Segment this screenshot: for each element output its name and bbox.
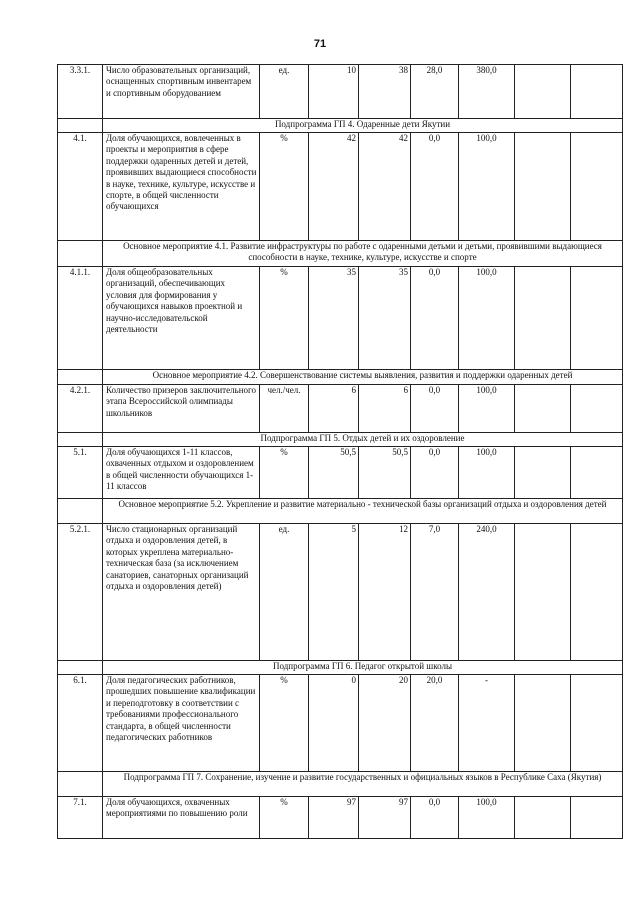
percent-cell: 240,0 (459, 524, 515, 661)
section-header-row (58, 499, 623, 524)
table-body (58, 65, 623, 839)
unit-cell: % (260, 675, 309, 772)
percent-cell: 100,0 (459, 133, 515, 241)
section-header-row (58, 772, 623, 797)
section-title: Основное мероприятие 5.2. Укрепление и развитие материально - технической базы организаций отдыха и оздоровления детей (103, 499, 623, 524)
code-cell (58, 241, 103, 267)
target-value-cell: 50,5 (359, 447, 411, 499)
indicator-name-cell: Доля обучающихся, охваченных мероприятиями по повышению роли (103, 797, 260, 839)
base-value-cell: 5 (309, 524, 359, 661)
extra-cell-b (571, 65, 623, 119)
indicators-table (57, 64, 623, 839)
deviation-cell: 28,0 (411, 65, 459, 119)
page-number: 71 (313, 38, 327, 50)
target-value-cell: 35 (359, 267, 411, 370)
unit-cell: % (260, 267, 309, 370)
indicator-name-cell: Доля педагогических работников, прошедших повышение квалификации и переподготовку в соответствии с требованиями профессионального стандарта, в общей численности педагогических работников (103, 675, 260, 772)
code-cell: 7.1. (58, 797, 103, 839)
percent-cell: 100,0 (459, 797, 515, 839)
code-cell (58, 119, 103, 133)
deviation-cell: 0,0 (411, 385, 459, 433)
extra-cell-b (571, 675, 623, 772)
code-cell (58, 772, 103, 797)
code-cell: 4.1.1. (58, 267, 103, 370)
indicator-name-cell: Доля общеобразовательных организаций, обеспечивающих условия для формирования у обучающихся навыков проектной и научно-исследовательской деятельности (103, 267, 260, 370)
code-cell: 5.1. (58, 447, 103, 499)
section-header-row (58, 370, 623, 385)
unit-cell: ед. (260, 65, 309, 119)
extra-cell-b (571, 267, 623, 370)
section-title: Подпрограмма ГП 4. Одаренные дети Якутии (103, 119, 623, 133)
base-value-cell: 50,5 (309, 447, 359, 499)
section-title: Основное мероприятие 4.2. Совершенствование системы выявления, развития и поддержки одаренных детей (103, 370, 623, 385)
extra-cell-a (515, 675, 571, 772)
section-header-row (58, 119, 623, 133)
indicator-name-cell: Количество призеров заключительного этапа Всероссийской олимпиады школьников (103, 385, 260, 433)
section-header-row (58, 241, 623, 267)
extra-cell-a (515, 385, 571, 433)
base-value-cell: 0 (309, 675, 359, 772)
table-row (58, 385, 623, 433)
unit-cell: % (260, 797, 309, 839)
deviation-cell: 7,0 (411, 524, 459, 661)
code-cell: 6.1. (58, 675, 103, 772)
indicator-name-cell: Число стационарных организаций отдыха и оздоровления детей, в которых укреплена материально-техническая база (за исключением санаториев, санаторных организаций отдыха и оздоровления детей) (103, 524, 260, 661)
section-header-row (58, 433, 623, 447)
unit-cell: % (260, 447, 309, 499)
indicator-name-cell: Доля обучающихся 1-11 классов, охваченных отдыхом и оздоровлением в общей численности обучающихся 1-11 классов (103, 447, 260, 499)
base-value-cell: 97 (309, 797, 359, 839)
target-value-cell: 20 (359, 675, 411, 772)
extra-cell-b (571, 797, 623, 839)
base-value-cell: 35 (309, 267, 359, 370)
deviation-cell: 20,0 (411, 675, 459, 772)
percent-cell: 100,0 (459, 385, 515, 433)
deviation-cell: 0,0 (411, 267, 459, 370)
extra-cell-b (571, 385, 623, 433)
base-value-cell: 42 (309, 133, 359, 241)
target-value-cell: 12 (359, 524, 411, 661)
target-value-cell: 6 (359, 385, 411, 433)
indicator-name-cell: Доля обучающихся, вовлеченных в проекты и мероприятия в сфере поддержки одаренных детей и детей, проявивших выдающиеся способности в науке, технике, культуре, искусстве и спорте, в общей численности обучающихся (103, 133, 260, 241)
code-cell: 4.1. (58, 133, 103, 241)
deviation-cell: 0,0 (411, 797, 459, 839)
base-value-cell: 10 (309, 65, 359, 119)
code-cell (58, 661, 103, 675)
code-cell: 5.2.1. (58, 524, 103, 661)
code-cell: 4.2.1. (58, 385, 103, 433)
extra-cell-b (571, 133, 623, 241)
extra-cell-b (571, 447, 623, 499)
table-row (58, 675, 623, 772)
extra-cell-a (515, 267, 571, 370)
percent-cell: 100,0 (459, 447, 515, 499)
section-title: Подпрограмма ГП 5. Отдых детей и их оздоровление (103, 433, 623, 447)
base-value-cell: 6 (309, 385, 359, 433)
table-row (58, 524, 623, 661)
deviation-cell: 0,0 (411, 447, 459, 499)
unit-cell: чел./чел. (260, 385, 309, 433)
unit-cell: ед. (260, 524, 309, 661)
table-row (58, 797, 623, 839)
percent-cell: 380,0 (459, 65, 515, 119)
section-title: Основное мероприятие 4.1. Развитие инфраструктуры по работе с одаренными детьми и детьми, проявившими выдающиеся способности в науке, технике, культуре, искусстве и спорте (103, 241, 623, 267)
target-value-cell: 42 (359, 133, 411, 241)
unit-cell: % (260, 133, 309, 241)
extra-cell-b (571, 524, 623, 661)
percent-cell: - (459, 675, 515, 772)
code-cell (58, 499, 103, 524)
code-cell (58, 370, 103, 385)
table-row (58, 133, 623, 241)
code-cell: 3.3.1. (58, 65, 103, 119)
extra-cell-a (515, 797, 571, 839)
target-value-cell: 97 (359, 797, 411, 839)
extra-cell-a (515, 133, 571, 241)
table-row (58, 267, 623, 370)
extra-cell-a (515, 524, 571, 661)
extra-cell-a (515, 65, 571, 119)
section-header-row (58, 661, 623, 675)
section-title: Подпрограмма ГП 6. Педагог открытой школы (103, 661, 623, 675)
deviation-cell: 0,0 (411, 133, 459, 241)
table-row (58, 65, 623, 119)
target-value-cell: 38 (359, 65, 411, 119)
table-row (58, 447, 623, 499)
indicator-name-cell: Число образовательных организаций, оснащенных спортивным инвентарем и спортивным оборудованием (103, 65, 260, 119)
percent-cell: 100,0 (459, 267, 515, 370)
section-title: Подпрограмма ГП 7. Сохранение, изучение и развитие государственных и официальных языков в Республике Саха (Якутия) (103, 772, 623, 797)
extra-cell-a (515, 447, 571, 499)
code-cell (58, 433, 103, 447)
